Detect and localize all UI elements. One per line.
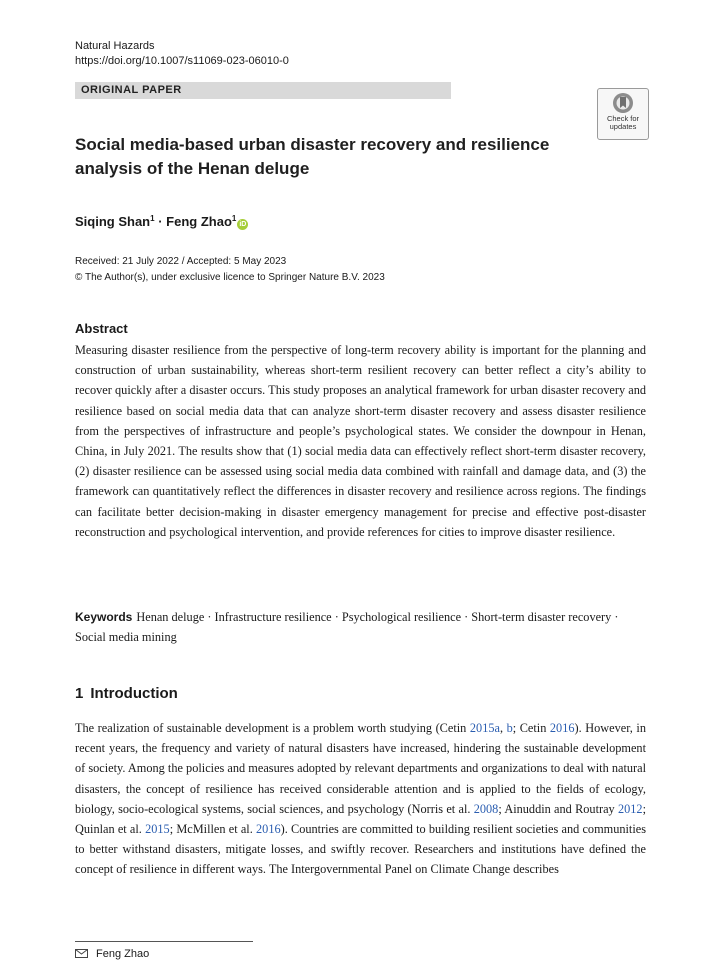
- bookmark-refresh-icon: [611, 92, 635, 114]
- intro-text-segment: ). However, in recent years, the frequency and variety of natural disasters have increased, hindering the sustainable development of society. Among the policies and measures adopted by relevant departments and organizations to deal with natural disasters, the concept of resilience has received considerable attention and is applied to the fields of ecology, biology, socio-ecological systems, social sciences, and psychology (Norris et al.: [75, 721, 646, 816]
- check-for-updates-label: Check for updates: [606, 114, 640, 131]
- intro-text-segment: ; McMillen et al.: [169, 822, 257, 837]
- section-title: Introduction: [90, 685, 178, 702]
- citation-link[interactable]: 2015: [145, 822, 170, 837]
- journal-name: Natural Hazards: [75, 40, 155, 52]
- footnote-divider: [75, 941, 253, 942]
- doi-link[interactable]: https://doi.org/10.1007/s11069-023-06010-0: [75, 55, 289, 67]
- intro-text-segment: ). Countries are committed to building resilient societies and communities to better withstand disasters, mitigate losses, and swiftly recover. Researchers and institutions have defined the concept of resilience in different ways. The Intergovernmental Panel on Climate Change describes: [75, 822, 646, 877]
- envelope-icon: [75, 949, 88, 958]
- paper-type-label: ORIGINAL PAPER: [81, 84, 182, 96]
- citation-link[interactable]: 2015a: [469, 721, 500, 735]
- intro-text-segment: The realization of sustainable development is a problem worth studying (Cetin: [75, 721, 470, 735]
- section-heading-introduction: [75, 684, 178, 704]
- keywords-label: Keywords: [75, 610, 133, 624]
- citation-link[interactable]: 2016: [256, 822, 281, 837]
- section-number: 1: [75, 685, 84, 702]
- introduction-paragraph: [75, 718, 646, 880]
- corresponding-author-footnote: [75, 947, 149, 961]
- keywords: [75, 607, 646, 647]
- intro-text-segment: ,: [499, 721, 507, 735]
- author-affiliation: 1: [150, 214, 155, 223]
- author-list: [75, 210, 248, 231]
- intro-text-segment: ; Quinlan et al.: [75, 801, 646, 837]
- author-separator: ·: [158, 214, 163, 229]
- check-for-updates-badge[interactable]: [597, 88, 649, 140]
- author-name[interactable]: Siqing Shan: [75, 214, 151, 229]
- author-name[interactable]: Feng Zhao: [166, 214, 232, 229]
- abstract-heading: Abstract: [75, 321, 128, 336]
- orcid-icon[interactable]: iD: [239, 221, 247, 228]
- citation-link[interactable]: 2016: [549, 721, 575, 735]
- corresponding-author-name[interactable]: Feng Zhao: [96, 948, 150, 960]
- keywords-text: Henan deluge · Infrastructure resilience · Psychological resilience · Short-term disaster recovery · Social media mining: [75, 610, 619, 644]
- paper-title: Social media-based urban disaster recovery and resilience analysis of the Henan deluge: [75, 135, 550, 178]
- intro-text-segment: ; Cetin: [512, 721, 550, 735]
- author-affiliation: 1: [231, 214, 237, 223]
- copyright-notice: © The Author(s), under exclusive licence to Springer Nature B.V. 2023: [75, 272, 385, 283]
- citation-link[interactable]: 2012: [617, 801, 643, 816]
- abstract-text: Measuring disaster resilience from the perspective of long-term recovery ability is important for the planning and construction of urban sustainability, whereas short-term resilient recovery can better reflect a city’s ability to recover quickly after a disaster occurs. This study proposes an analytical framework for urban disaster recovery and resilience based on social media data that can analyze short-term disaster recovery and assess disaster resilience from the perspectives of infrastructure and people’s psychological states. We consider the downpour in Henan, China, in July 2021. The results show that (1) social media data can effectively reflect short-term disaster recovery, (2) disaster resilience can be assessed using social media data combined with rainfall and damage data, and (3) the framework can quantitatively reflect the differences in disaster recovery and resilience across regions. The findings can facilitate better decision-making in disaster emergency management for precise and effective post-disaster reconstruction and psychological intervention, and provide references for cities to improve disaster resilience.: [75, 343, 646, 539]
- citation-link[interactable]: b: [506, 721, 513, 735]
- paper-type-bar: [75, 82, 451, 99]
- intro-text-segment: ; Ainuddin and Routray: [498, 801, 618, 816]
- citation-link[interactable]: 2008: [473, 801, 499, 816]
- received-accepted-dates: Received: 21 July 2022 / Accepted: 5 May 2023: [75, 256, 287, 267]
